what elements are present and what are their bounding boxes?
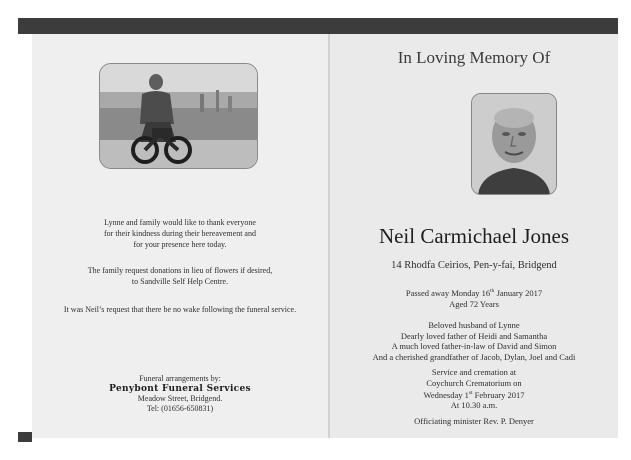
service-details <box>330 367 618 411</box>
ordinal-suffix: st <box>468 390 473 396</box>
motorcycle-photo <box>99 63 258 169</box>
order-of-service-booklet <box>32 34 618 438</box>
funeral-director-phone: Tel: (01656-650831) <box>146 404 214 413</box>
crematorium-line: Coychurch Crematorium on <box>426 377 522 388</box>
wake-request: It was Neil’s request that there be no wake following the funeral service. <box>63 305 297 314</box>
arrangements-heading: Funeral arrangements by: <box>139 374 221 383</box>
service-date <box>330 388 618 400</box>
service-day: Wednesday 1 <box>423 389 469 400</box>
donations-line: to Sandville Self Help Centre. <box>131 277 229 286</box>
service-time: At 10.30 a.m. <box>450 400 498 411</box>
right-page <box>330 34 618 438</box>
funeral-director-address: Meadow Street, Bridgend. <box>137 394 223 403</box>
age: Aged 72 Years <box>449 298 499 309</box>
family-line: Beloved husband of Lynne <box>428 320 520 330</box>
family-line: A much loved father-in-law of David and Simon <box>391 341 557 351</box>
left-page <box>32 34 328 438</box>
passed-away-text: Passed away Monday 16 <box>405 287 491 298</box>
thanks-line: for their kindness during their bereavement and <box>104 229 256 238</box>
family-tribute <box>330 320 618 362</box>
deceased-name: Neil Carmichael Jones <box>378 224 570 248</box>
passed-away-month-year: January 2017 <box>494 287 543 298</box>
date-of-passing <box>330 286 618 310</box>
ordinal-suffix: th <box>490 288 495 294</box>
donations-line: The family request donations in lieu of flowers if desired, <box>87 266 273 275</box>
service-month-year: February 2017 <box>472 389 525 400</box>
donations-message <box>62 265 298 287</box>
thank-you-message <box>62 217 298 250</box>
passed-away-line <box>330 286 618 299</box>
thanks-line: for your presence here today. <box>133 240 227 249</box>
family-line: And a cherished grandfather of Jacob, Dylan, Joel and Cadi <box>372 351 576 362</box>
scan-shadow-corner <box>18 432 32 442</box>
funeral-arrangements <box>62 374 298 414</box>
thanks-line: Lynne and family would like to thank everyone <box>104 218 256 227</box>
officiating-minister: Officiating minister Rev. P. Denyer <box>414 416 534 426</box>
funeral-director-name: Penybont Funeral Services <box>109 384 251 394</box>
scan-shadow-top <box>18 18 618 34</box>
family-line: Dearly loved father of Heidi and Samantha <box>400 330 548 341</box>
deceased-address: 14 Rhodfa Ceirios, Pen-y-fai, Bridgend <box>391 260 557 271</box>
service-line: Service and cremation at <box>431 367 517 377</box>
memorial-title: In Loving Memory Of <box>397 48 551 67</box>
portrait-photo <box>471 93 557 195</box>
